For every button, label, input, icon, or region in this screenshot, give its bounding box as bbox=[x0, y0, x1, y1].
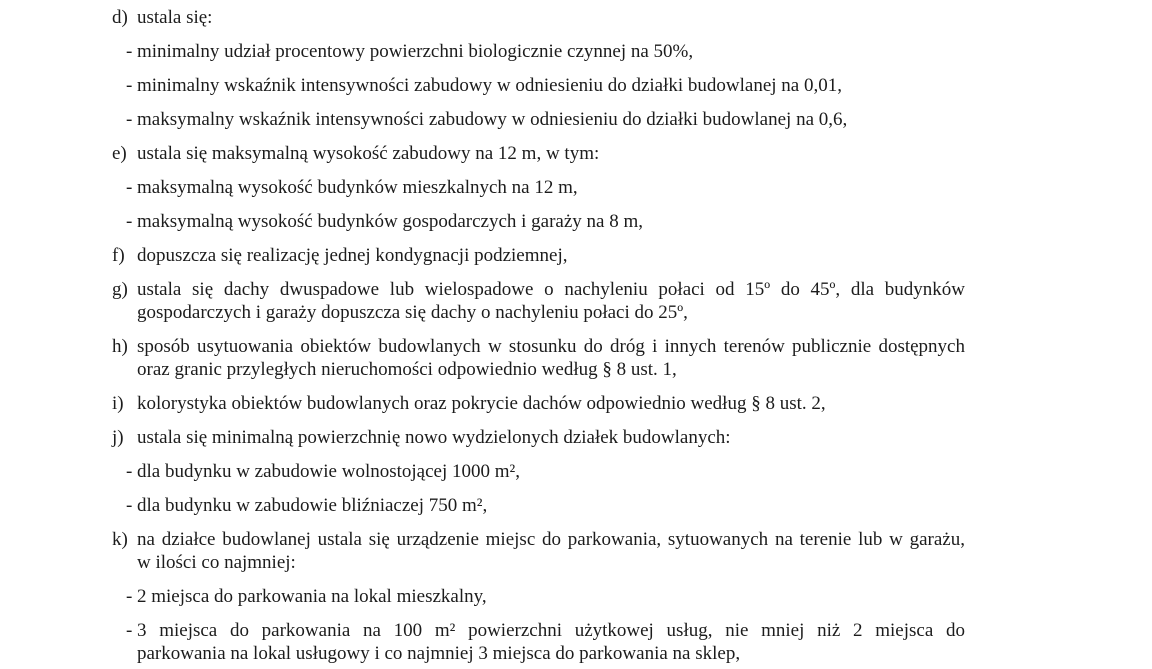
text-line: na działce budowlanej ustala się urządzenie miejsc do parkowania, sytuowanych na terenie lub w garażu, bbox=[137, 529, 965, 550]
item-letter-label: d) bbox=[112, 7, 128, 28]
text-line: gospodarczych i garaży dopuszcza się dachy o nachyleniu połaci do 25º, bbox=[137, 302, 688, 323]
item-letter-label: k) bbox=[112, 529, 128, 550]
dash-bullet: - bbox=[126, 75, 133, 96]
text-line: ustala się minimalną powierzchnię nowo wydzielonych działek budowlanych: bbox=[137, 427, 731, 448]
document-paragraph bbox=[112, 6, 965, 29]
text-line: dla budynku w zabudowie wolnostojącej 1000 m², bbox=[137, 461, 520, 482]
document-paragraph bbox=[112, 528, 965, 574]
text-line: 2 miejsca do parkowania na lokal mieszkalny, bbox=[137, 586, 487, 607]
document-paragraph bbox=[112, 335, 965, 381]
dash-bullet: - bbox=[126, 586, 133, 607]
text-line: ustala się maksymalną wysokość zabudowy na 12 m, w tym: bbox=[137, 143, 600, 164]
dash-bullet: - bbox=[126, 495, 133, 516]
dash-bullet: - bbox=[126, 41, 133, 62]
item-letter-label: f) bbox=[112, 245, 125, 266]
item-letter-label: g) bbox=[112, 279, 128, 300]
document-subitem bbox=[126, 108, 965, 131]
document-paragraph bbox=[112, 426, 965, 449]
document-subitem bbox=[126, 619, 965, 665]
text-line: minimalny udział procentowy powierzchni biologicznie czynnej na 50%, bbox=[137, 41, 694, 62]
text-line: dopuszcza się realizację jednej kondygnacji podziemnej, bbox=[137, 245, 568, 266]
text-line: ustala się: bbox=[137, 7, 213, 28]
text-line: oraz granic przyległych nieruchomości odpowiednio według § 8 ust. 1, bbox=[137, 359, 677, 380]
dash-bullet: - bbox=[126, 177, 133, 198]
dash-bullet: - bbox=[126, 109, 133, 130]
text-line: ustala się dachy dwuspadowe lub wielospadowe o nachyleniu połaci od 15º do 45º, dla budynków bbox=[137, 279, 965, 300]
document-subitem bbox=[126, 210, 965, 233]
item-letter-label: h) bbox=[112, 336, 128, 357]
text-line: minimalny wskaźnik intensywności zabudowy w odniesieniu do działki budowlanej na 0,01, bbox=[137, 75, 842, 96]
item-letter-label: i) bbox=[112, 393, 124, 414]
document-subitem bbox=[126, 176, 965, 199]
text-line: w ilości co najmniej: bbox=[137, 552, 296, 573]
dash-bullet: - bbox=[126, 211, 133, 232]
document-paragraph bbox=[112, 278, 965, 324]
text-line: sposób usytuowania obiektów budowlanych w stosunku do dróg i innych terenów publicznie dostępnych bbox=[137, 336, 965, 357]
text-line: dla budynku w zabudowie bliźniaczej 750 m², bbox=[137, 495, 488, 516]
document-subitem bbox=[126, 494, 965, 517]
dash-bullet: - bbox=[126, 620, 133, 641]
item-letter-label: e) bbox=[112, 143, 127, 164]
document-subitem bbox=[126, 40, 965, 63]
dash-bullet: - bbox=[126, 461, 133, 482]
item-letter-label: j) bbox=[112, 427, 124, 448]
text-line: maksymalną wysokość budynków mieszkalnych na 12 m, bbox=[137, 177, 578, 198]
text-line: kolorystyka obiektów budowlanych oraz pokrycie dachów odpowiednio według § 8 ust. 2, bbox=[137, 393, 826, 414]
text-line: maksymalną wysokość budynków gospodarczych i garaży na 8 m, bbox=[137, 211, 644, 232]
document-paragraph bbox=[112, 244, 965, 267]
document-subitem bbox=[126, 585, 965, 608]
text-line: maksymalny wskaźnik intensywności zabudowy w odniesieniu do działki budowlanej na 0,6, bbox=[137, 109, 848, 130]
document-subitem bbox=[126, 460, 965, 483]
document-subitem bbox=[126, 74, 965, 97]
text-line: parkowania na lokal usługowy i co najmniej 3 miejsca do parkowania na sklep, bbox=[137, 643, 741, 664]
document-paragraph bbox=[112, 392, 965, 415]
document-paragraph bbox=[112, 142, 965, 165]
text-line: 3 miejsca do parkowania na 100 m² powierzchni użytkowej usług, nie mniej niż 2 miejsca do bbox=[137, 620, 965, 641]
